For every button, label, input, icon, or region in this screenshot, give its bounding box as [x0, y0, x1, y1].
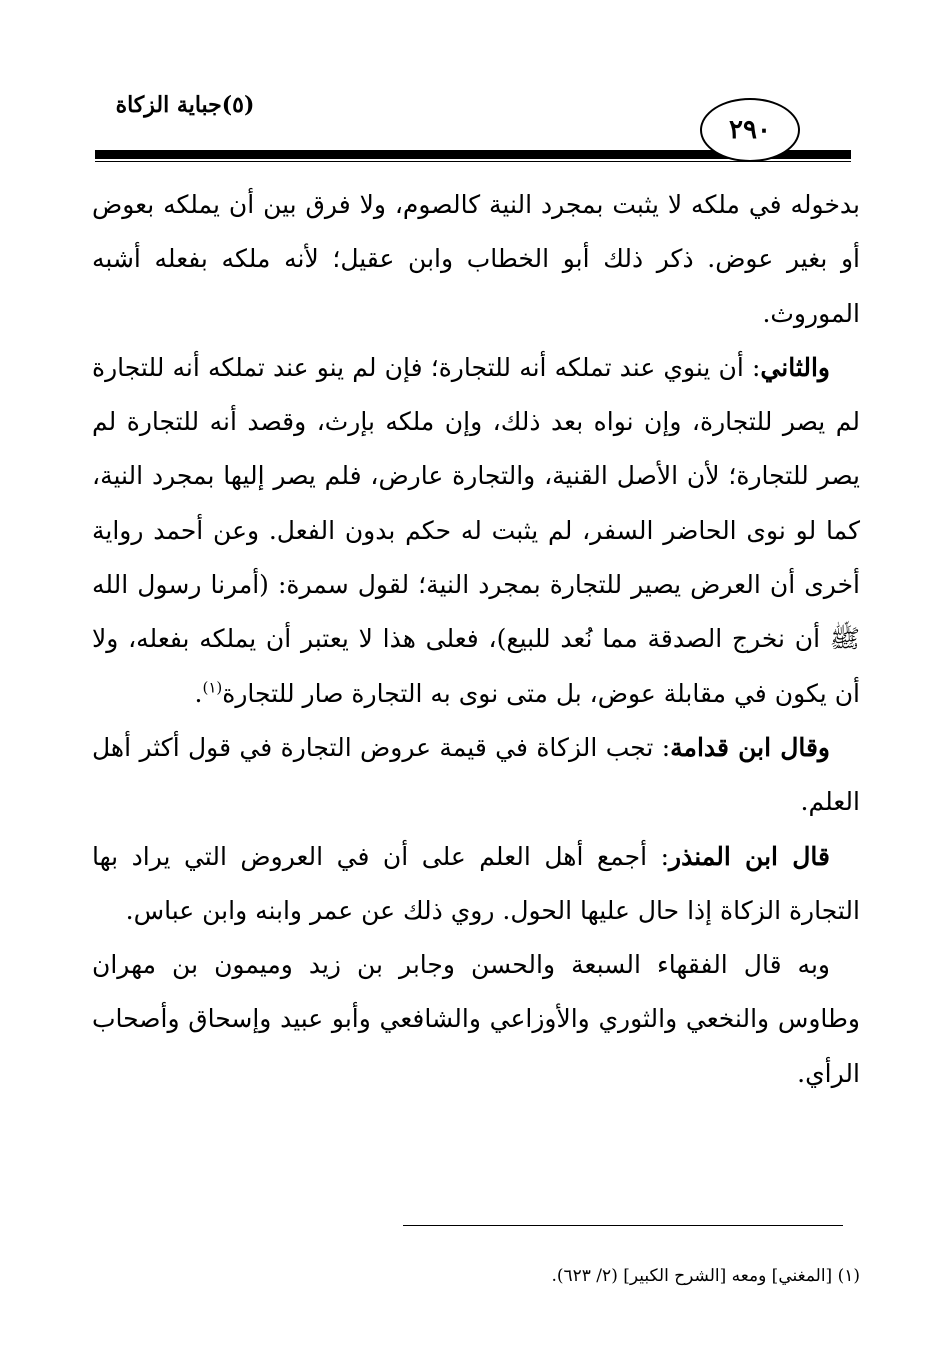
paragraph-3-label: وقال ابن قدامة: [670, 732, 830, 762]
paragraph-2-end: .: [194, 678, 203, 708]
paragraph-4-text: : أجمع أهل العلم على أن في العروض التي يراد بها التجارة الزكاة إذا حال عليها الحول. روي ذلك عن عمر وابنه وابن عباس.: [92, 841, 860, 925]
paragraph-4-label: قال ابن المنذر: [669, 841, 830, 871]
paragraph-3-text: : تجب الزكاة في قيمة عروض التجارة في قول أكثر أهل العلم.: [92, 732, 860, 817]
page-header: [0, 0, 947, 170]
paragraph-5: وبه قال الفقهاء السبعة والحسن وجابر بن زيد وميمون بن مهران وطاوس والنخعي والثوري والأوزاعي والشافعي وأبو عبيد وإسحاق وأصحاب الرأي.: [92, 950, 860, 1088]
paragraph-4: [92, 830, 860, 939]
paragraph-2-label: والثاني: [760, 352, 830, 382]
paragraph-2: [92, 341, 860, 721]
running-title: (٥)جباية الزكاة: [115, 92, 255, 118]
page-number: ٢٩٠: [700, 98, 800, 162]
paragraph-3: [92, 721, 860, 830]
paragraph-2-text: : أن ينوي عند تملكه أنه للتجارة؛ فإن لم ينو عند تملكه أنه للتجارة لم يصر للتجارة، وإن نواه بعد ذلك، وإن ملكه بإرث، وقصد أنه للتجارة لم يصر للتجارة؛ لأن الأصل القنية، والتجارة عارض، فلم يصر إليها بمجرد النية، كما لو نوى الحاضر السفر، لم يثبت له حكم بدون الفعل. وعن أحمد رواية أخرى أن العرض يصير للتجارة بمجرد النية؛ لقول سمرة: (أمرنا رسول الله ﷺ أن نخرج الصدقة مما نُعد للبيع)، فعلى هذا لا يعتبر أن يملكه بفعله، ولا أن يكون في مقابلة عوض، بل متى نوى به التجارة صار للتجارة: [92, 352, 860, 708]
footnote-reference[interactable]: (١): [202, 678, 223, 697]
paragraph-1: بدخوله في ملكه لا يثبت بمجرد النية كالصوم، ولا فرق بين أن يملكه بعوض أو بغير عوض. ذكر ذلك أبو الخطاب وابن عقيل؛ لأنه ملكه بفعله أشبه الموروث.: [92, 190, 860, 328]
main-text: [92, 178, 860, 1101]
footnote-separator: [403, 1225, 843, 1226]
footnote: (١) [المغني] ومعه [الشرح الكبير] (٢/ ٦٢٣).: [551, 1266, 860, 1286]
